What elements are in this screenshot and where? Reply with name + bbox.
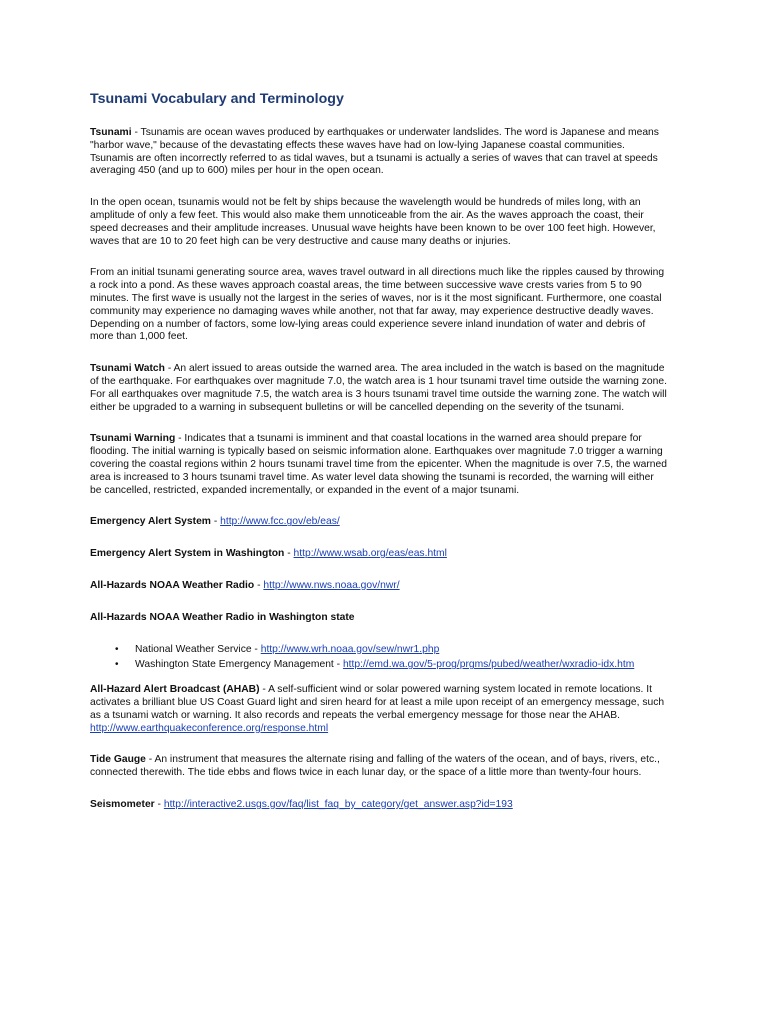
bullet-icon: • — [115, 659, 119, 671]
list-item-label: Washington State Emergency Management - — [135, 659, 343, 671]
tsunami-watch-text: - An alert issued to areas outside the warned area. The area included in the watch is based on the magnitude of the earthquake. For earthquakes over magnitude 7.0, the watch area is 1 hour tsunami travel time outside the warning zone. For all earthquakes over magnitude 7.5, the watch area is 3 hours tsunami travel time outside the warning zone. The watch will either be upgraded to a warning in subsequent bulletins or will be cancelled depending on the severity of the tsunami. — [90, 363, 667, 413]
seismometer-entry — [90, 799, 668, 812]
list-item-label: National Weather Service - — [135, 643, 261, 655]
noaa-washington-heading — [90, 612, 668, 625]
tsunami-definition — [90, 127, 668, 178]
term-noaa-washington: All-Hazards NOAA Weather Radio in Washington state — [90, 611, 355, 623]
ahab-definition — [90, 684, 668, 735]
noaa-radio-entry — [90, 580, 668, 593]
tsunami-warning-definition — [90, 433, 668, 497]
tsunami-warning-text: - Indicates that a tsunami is imminent and that coastal locations in the warned area should prepare for flooding. The initial warning is typically based on seismic information alone. Earthquakes over magnitude 7.0 trigger a warning covering the coastal regions within 2 hours tsunami travel time from the epicenter. When the magnitude is over 7.5, the warned area is increased to 3 hours tsunami travel time. As water level data showing the tsunami is recorded, the warning will either be cancelled, restricted, expanded incrementally, or expanded in the event of a major tsunami. — [90, 433, 667, 496]
list-item — [115, 643, 668, 657]
open-ocean-paragraph: In the open ocean, tsunamis would not be felt by ships because the wavelength would be hundreds of miles long, with an amplitude of only a few feet. This would also make them unnoticeable from the air. As the waves approach the coast, their speed decreases and their amplitude increases. Unusual wave heights have been known to be over 100 feet high. However, waves that are 10 to 20 feet high can be very destructive and cause many deaths or injuries. — [90, 197, 656, 247]
tsunami-watch-definition — [90, 363, 668, 414]
document-title: Tsunami Vocabulary and Terminology — [90, 91, 344, 107]
term-eas-washington: Emergency Alert System in Washington — [90, 548, 285, 560]
wa-emd-link[interactable]: http://emd.wa.gov/5-prog/prgms/pubed/weather/wxradio-idx.htm — [342, 659, 635, 671]
eas-link[interactable]: http://www.fcc.gov/eb/eas/ — [220, 516, 340, 528]
term-eas: Emergency Alert System — [90, 516, 211, 528]
term-seismometer: Seismometer — [90, 798, 155, 810]
tide-gauge-text: - An instrument that measures the alternate rising and falling of the waters of the ocean, and of bays, rivers, etc., connected therewith. The tide ebbs and flows twice in each lunar day, or the space of a little more than twenty-four hours. — [90, 754, 660, 779]
noaa-radio-link[interactable]: http://www.nws.noaa.gov/nwr/ — [263, 579, 400, 591]
ahab-link[interactable]: http://www.earthquakeconference.org/response.html — [90, 722, 329, 734]
eas-entry — [90, 516, 668, 529]
seismometer-link[interactable]: http://interactive2.usgs.gov/faq/list_faq_by_category/get_answer.asp?id=193 — [163, 798, 513, 810]
seismometer-separator: - — [154, 798, 164, 810]
nws-link[interactable]: http://www.wrh.noaa.gov/sew/nwr1.php — [260, 643, 440, 655]
list-item — [115, 659, 668, 672]
term-noaa-radio: All-Hazards NOAA Weather Radio — [90, 579, 255, 591]
term-ahab: All-Hazard Alert Broadcast (AHAB) — [90, 684, 260, 696]
eas-washington-link[interactable]: http://www.wsab.org/eas/eas.html — [293, 548, 447, 560]
eas-washington-entry — [90, 548, 668, 561]
term-tsunami-warning: Tsunami Warning — [90, 433, 176, 445]
ahab-definition-text: - A self-sufficient wind or solar powered warning system located in remote locations. It activates a brilliant blue US Coast Guard light and siren heard for at least a mile upon receipt of an emergency message, such as a tsunami watch or warning. It also records and repeats the verbal emergency message for those near the AHAB. — [90, 684, 665, 721]
noaa-washington-list — [90, 644, 668, 673]
eas-washington-separator: - — [284, 548, 294, 560]
tide-gauge-definition — [90, 754, 668, 780]
eas-separator: - — [210, 516, 221, 528]
bullet-icon: • — [115, 643, 119, 655]
noaa-radio-separator: - — [254, 579, 264, 591]
term-tsunami: Tsunami — [90, 127, 132, 138]
term-tide-gauge: Tide Gauge — [90, 754, 146, 766]
term-tsunami-watch: Tsunami Watch — [90, 363, 165, 375]
source-area-paragraph: From an initial tsunami generating source area, waves travel outward in all directions much like the ripples caused by throwing a rock into a pond. As these waves approach coastal areas, the time between successive wave crests varies from 5 to 90 minutes. The first wave is usually not the largest in the series of waves, nor is it the most significant. Furthermore, one coastal community may experience no damaging waves while another, not that far away, may experience destructive deadly waves. Depending on a number of factors, some low-lying areas could experience severe inland inundation of water and debris of more than 1,000 feet. — [90, 267, 665, 343]
tsunami-definition-text: - Tsunamis are ocean waves produced by earthquakes or underwater landslides. The word is Japanese and means "harbor wave," because of the devastating effects these waves have had on low-lying Japanese coastal communities. Tsunamis are often incorrectly referred to as tidal waves, but a tsunami is actually a series of waves that can travel at speeds averaging 450 (and up to 600) miles per hour in the open ocean. — [90, 127, 659, 177]
